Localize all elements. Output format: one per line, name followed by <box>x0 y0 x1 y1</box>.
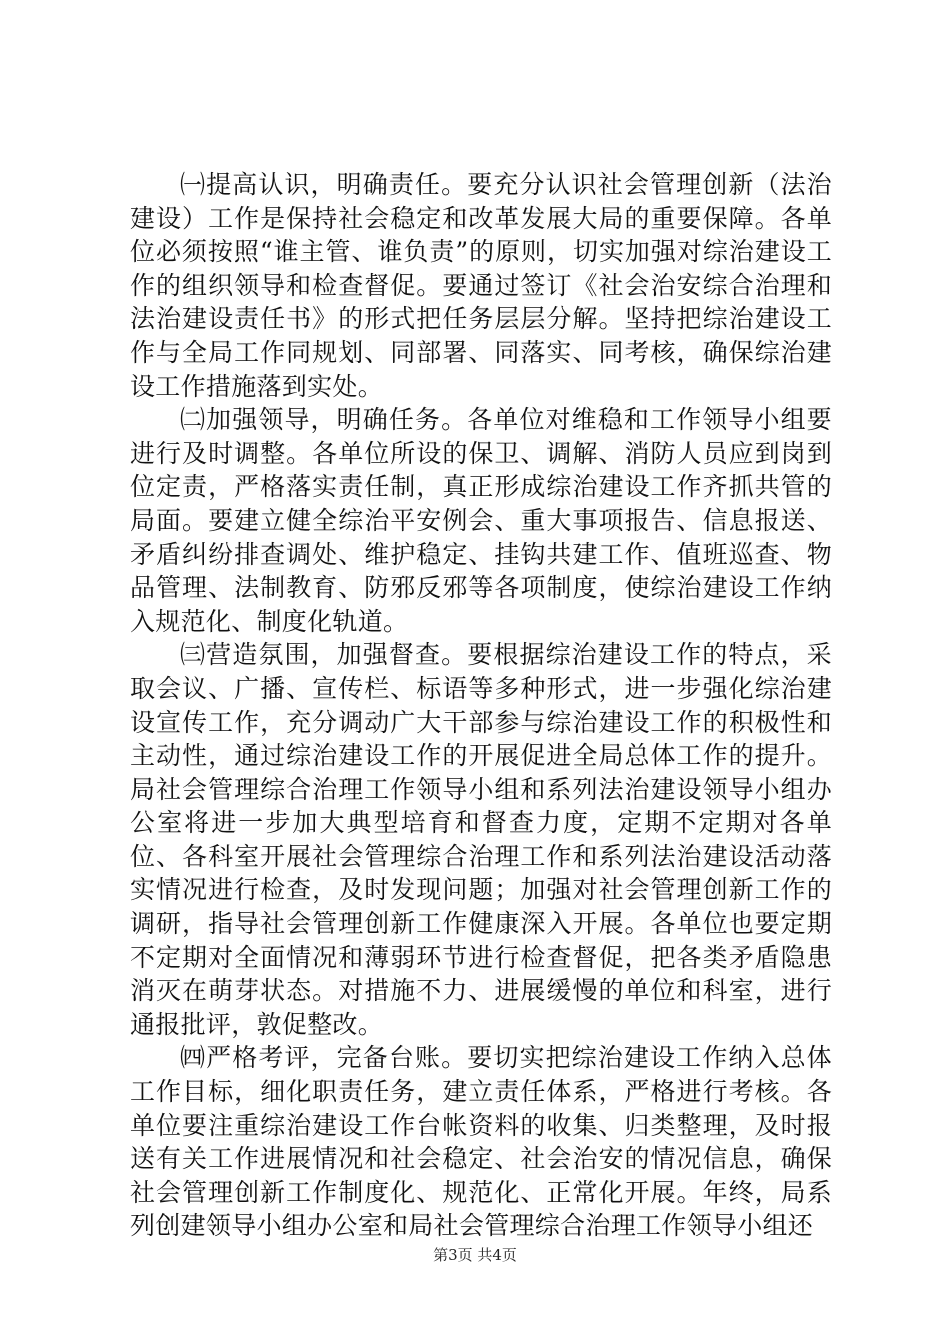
page-footer: 第3页 共4页 <box>433 1246 517 1264</box>
paragraph-4: ㈣严格考评，完备台账。要切实把综治建设工作纳入总体工作目标，细化职责任务，建立责任体系，严格进行考核。各单位要注重综治建设工作台帐资料的收集、归类整理，及时报送有关工作进展情况和社会稳定、社会治安的情况信息，确保社会管理创新工作制度化、规范化、正常化开展。年终，局系列创建领导小组办公室和局社会管理综合治理工作领导小组还 <box>130 1043 832 1241</box>
paragraph-1: ㈠提高认识，明确责任。要充分认识社会管理创新（法治建设）工作是保持社会稳定和改革发展大局的重要保障。各单位必须按照“谁主管、谁负责”的原则，切实加强对综治建设工作的组织领导和检查督促。要通过签订《社会治安综合治理和法治建设责任书》的形式把任务层层分解。坚持把综治建设工作与全局工作同规划、同部署、同落实、同考核，确保综治建设工作措施落到实处。 <box>130 170 832 401</box>
paragraph-2: ㈡加强领导，明确任务。各单位对维稳和工作领导小组要进行及时调整。各单位所设的保卫、调解、消防人员应到岗到位定责，严格落实责任制，真正形成综治建设工作齐抓共管的局面。要建立健全综治平安例会、重大事项报告、信息报送、矛盾纠纷排查调处、维护稳定、挂钩共建工作、值班巡查、物品管理、法制教育、防邪反邪等各项制度，使综治建设工作纳入规范化、制度化轨道。 <box>130 405 832 636</box>
document-body <box>130 168 832 1243</box>
paragraph-3: ㈢营造氛围，加强督查。要根据综治建设工作的特点，采取会议、广播、宣传栏、标语等多种形式，进一步强化综治建设宣传工作，充分调动广大干部参与综治建设工作的积极性和主动性，通过综治建设工作的开展促进全局总体工作的提升。局社会管理综合治理工作领导小组和系列法治建设领导小组办公室将进一步加大典型培育和督查力度，定期不定期对各单位、各科室开展社会管理综合治理工作和系列法治建设活动落实情况进行检查，及时发现问题；加强对社会管理创新工作的调研，指导社会管理创新工作健康深入开展。各单位也要定期不定期对全面情况和薄弱环节进行检查督促，把各类矛盾隐患消灭在萌芽状态。对措施不力、进展缓慢的单位和科室，进行通报批评，敦促整改。 <box>130 640 832 1039</box>
